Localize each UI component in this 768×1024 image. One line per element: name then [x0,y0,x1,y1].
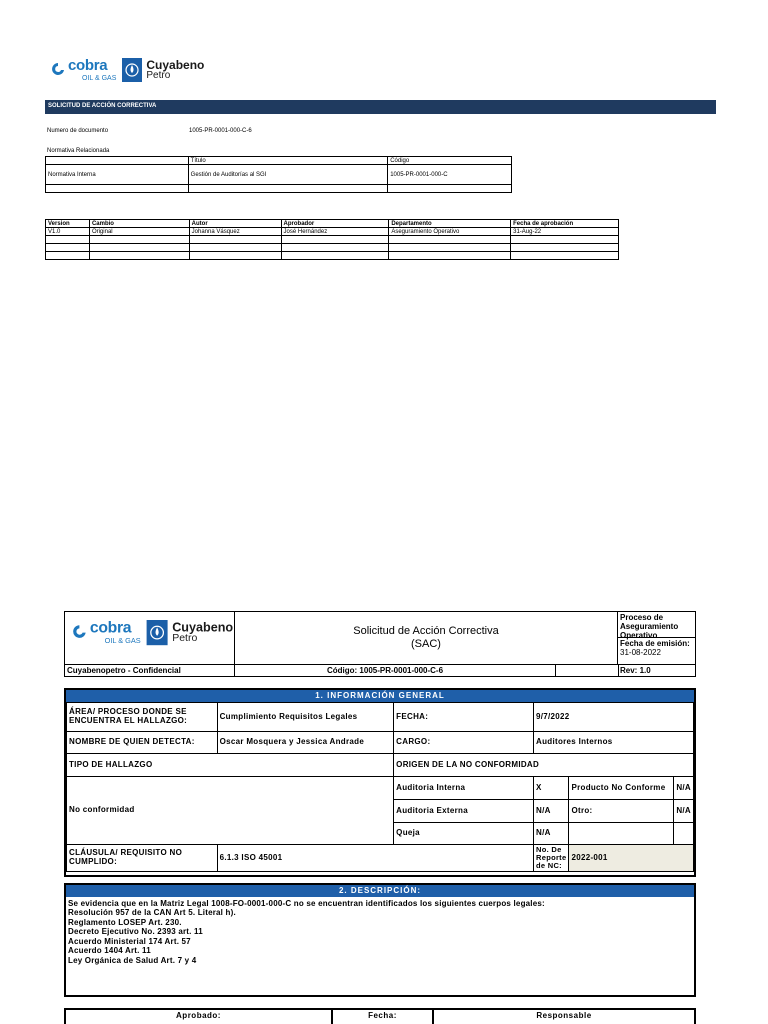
auditoria-interna-value: X [534,777,569,800]
doc-number-value: 1005-PR-0001-000-C-6 [189,128,252,134]
cobra-swirl-icon [71,623,88,640]
normativa-row-label: Normativa Interna [46,165,189,185]
queja-label: Queja [394,823,534,845]
cobra-sub: OIL & GAS [82,75,117,82]
responsable-label: Responsable [433,1009,695,1024]
th-cambio: Cambio [89,220,189,228]
otro-label: Otro: [569,800,674,823]
description-text [66,897,694,967]
cuyabeno-sub: Petro [146,70,171,81]
issue-date [618,638,696,664]
table-row [46,236,619,244]
origen-label: ORIGEN DE LA NO CONFORMIDAD [394,754,694,777]
producto-nc-label: Producto No Conforme [569,777,674,800]
form-header-footer [65,664,695,677]
fecha-value: 9/7/2022 [534,703,694,732]
th-aprobador: Aprobador [281,220,389,228]
normativa-table [45,156,512,193]
cobra-logo [50,58,116,82]
doc-number-label: Numero de documento [47,128,109,134]
detecta-label: NOMBRE DE QUIEN DETECTA: [67,732,218,754]
cuyabeno-name: Cuyabeno [146,58,205,72]
description-line: Decreto Ejecutivo No. 2393 art. 11 [68,927,203,937]
general-info-table [66,702,694,872]
cargo-value: Auditores Internos [534,732,694,754]
signature-table [64,1008,696,1024]
header-bar-title: SOLICITUD DE ACCIÓN CORRECTIVA [48,103,157,109]
fecha-label: FECHA: [394,703,534,732]
table-row [46,244,619,252]
section2-title: 2. DESCRIPCIÓN: [66,885,694,897]
th-departamento: Departamento [389,220,511,228]
form-title-line2: (SAC) [411,638,441,650]
normativa-row-titulo: Gestión de Auditorías al SGI [188,165,388,185]
th-fecha: Fecha de aprobación [511,220,619,228]
confidential-label: Cuyabenopetro - Confidencial [67,666,181,675]
section1-title: 1. INFORMACIÓN GENERAL [66,690,694,702]
table-row [46,252,619,260]
otro-value: N/A [674,800,694,823]
drop-icon [122,58,142,82]
fecha-sign-label: Fecha: [332,1009,433,1024]
clausula-label: CLÁUSULA/ REQUISITO NO CUMPLIDO: [67,845,218,872]
version-table [45,219,619,260]
form-header [64,611,696,677]
auditoria-interna-label: Auditoria Interna [394,777,534,800]
form-code: Código: 1005-PR-0001-000-C-6 [327,666,444,675]
aprobado-label: Aprobado: [65,1009,332,1024]
header-bar [45,100,716,114]
col-titulo: Título [188,157,388,165]
description-line: Se evidencia que en la Matriz Legal 1008-FO-0001-000-C no se encuentran identificados los siguientes cuerpos legales: [68,899,545,908]
issue-date-value: 31-08-2022 [620,647,661,657]
area-label: ÁREA/ PROCESO DONDE SE ENCUENTRA EL HALLAZGO: [67,703,218,732]
cuyabeno-logo [146,59,204,81]
reporte-label: No. De Reporte de NC: [534,845,569,872]
tipo-label: TIPO DE HALLAZGO [67,754,394,777]
clausula-value: 6.1.3 ISO 45001 [217,845,533,872]
normativa-label: Normativa Relacionada [47,148,110,154]
description-line: Ley Orgánica de Salud Art. 7 y 4 [68,955,197,965]
auditoria-externa-label: Auditoria Externa [394,800,534,823]
form-rev: Rev: 1.0 [620,666,651,675]
cobra-name: cobra [68,57,108,74]
form-title [235,612,618,664]
area-value: Cumplimiento Requisitos Legales [217,703,394,732]
cobra-swirl-icon [50,61,66,77]
col-codigo: Código [388,157,512,165]
section-description [64,883,696,997]
company-logo [50,54,220,86]
form-logo: cobra OIL & GAS Cuyabeno Petro [65,612,235,664]
description-line: Resolución 957 de la CAN Art 5. Literal h). [68,908,236,918]
cargo-label: CARGO: [394,732,534,754]
section-general-info [64,688,696,877]
description-line: Reglamento LOSEP Art. 230. [68,917,182,927]
process-label: Proceso de Aseguramiento Operativo [618,612,696,638]
reporte-value: 2022-001 [569,845,694,872]
detecta-value: Oscar Mosquera y Jessica Andrade [217,732,394,754]
drop-icon [147,620,168,645]
producto-nc-value: N/A [674,777,694,800]
th-autor: Autor [189,220,281,228]
th-version: Version [46,220,90,228]
tipo-value: No conformidad [67,777,394,845]
table-row: V1.0 Original Johanna Vásquez José Hernández Aseguramiento Operativo 31-Aug-22 [46,228,619,236]
description-line: Acuerdo 1404 Art. 11 [68,946,151,956]
form-title-line1: Solicitud de Acción Correctiva [353,624,499,637]
issue-date-label: Fecha de emisión: [620,639,690,648]
queja-value: N/A [534,823,569,845]
version-header-row [46,220,619,228]
description-line: Acuerdo Ministerial 174 Art. 57 [68,936,191,946]
auditoria-externa-value: N/A [534,800,569,823]
normativa-row-codigo: 1005-PR-0001-000-C [388,165,512,185]
